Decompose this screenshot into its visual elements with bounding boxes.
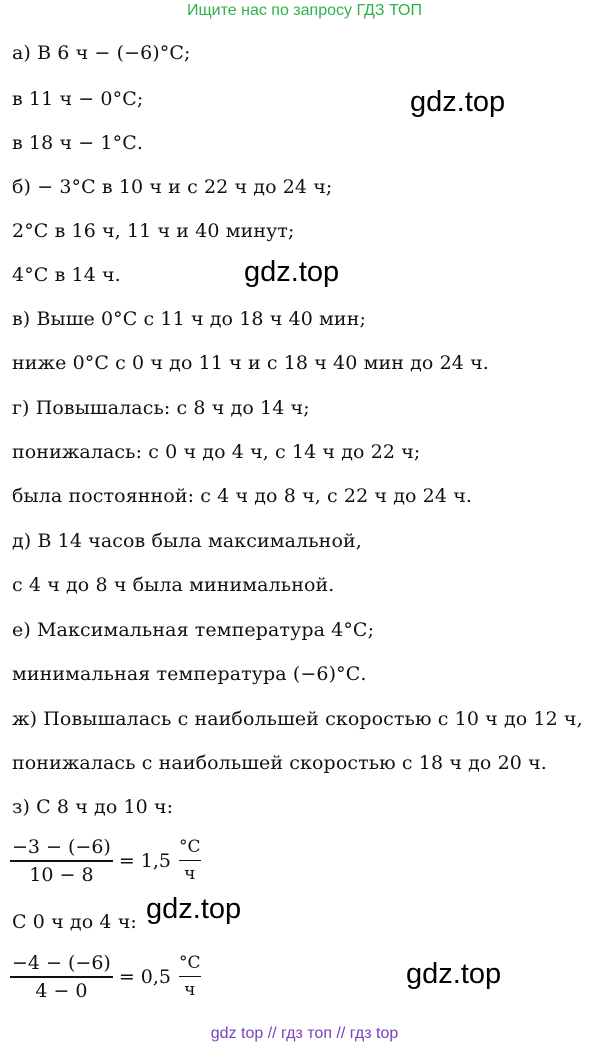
equals-sign: = xyxy=(118,965,135,988)
answer-line: в 18 ч − 1°С. xyxy=(12,132,143,154)
answer-line: в) Выше 0°С с 11 ч до 18 ч 40 мин; xyxy=(12,308,366,330)
answer-line: в 11 ч − 0°С; xyxy=(12,88,144,110)
formula-result: 1,5 xyxy=(140,849,171,872)
answer-line: понижалась с наибольшей скоростью с 18 ч до 20 ч. xyxy=(12,752,547,774)
fraction-numerator: −3 − (−6) xyxy=(12,836,111,858)
unit-bar xyxy=(179,976,201,977)
answer-line: б) − 3°С в 10 ч и с 22 ч до 24 ч; xyxy=(12,176,333,198)
fraction xyxy=(10,836,113,886)
fraction-numerator: −4 − (−6) xyxy=(12,952,111,974)
answer-line: с 4 ч до 8 ч была минимальной. xyxy=(12,574,335,596)
fraction-denominator: 10 − 8 xyxy=(29,863,94,886)
unit-top: °С xyxy=(178,953,201,974)
answer-line: а) В 6 ч − (−6)°С; xyxy=(12,42,191,64)
answer-line: г) Повышалась: с 8 ч до 14 ч; xyxy=(12,397,310,419)
unit-top: °С xyxy=(178,837,201,858)
watermark: gdz.top xyxy=(146,893,242,925)
answer-line: понижалась: с 0 ч до 4 ч, с 14 ч до 22 ч; xyxy=(12,441,421,463)
answer-line: С 0 ч до 4 ч: xyxy=(12,911,137,933)
answer-line: 4°С в 14 ч. xyxy=(12,264,121,286)
formula-result: 0,5 xyxy=(140,965,171,988)
unit-bottom: ч xyxy=(184,980,196,1001)
unit-fraction xyxy=(179,837,201,884)
answer-line: е) Максимальная температура 4°С; xyxy=(12,619,375,641)
unit-fraction xyxy=(179,953,201,1000)
answer-line: ж) Повышалась с наибольшей скоростью с 10 ч до 12 ч, xyxy=(12,708,583,730)
rate-formula-1 xyxy=(10,836,201,886)
watermark: gdz.top xyxy=(244,256,340,288)
fraction xyxy=(10,952,113,1002)
watermark: gdz.top xyxy=(410,86,506,118)
answer-line: з) С 8 ч до 10 ч: xyxy=(12,796,174,818)
equals-sign: = xyxy=(118,849,135,872)
unit-bar xyxy=(179,860,201,861)
watermark: gdz.top xyxy=(406,958,502,990)
answer-line: минимальная температура (−6)°С. xyxy=(12,663,367,685)
unit-bottom: ч xyxy=(184,864,196,885)
footer-links: gdz top // гдз топ // гдз top xyxy=(210,1025,399,1042)
answer-line: ниже 0°С с 0 ч до 11 ч и с 18 ч 40 мин до 24 ч. xyxy=(12,352,489,374)
search-banner: Ищите нас по запросу ГДЗ ТОП xyxy=(187,2,422,19)
rate-formula-2 xyxy=(10,952,201,1002)
answer-line: была постоянной: с 4 ч до 8 ч, с 22 ч до 24 ч. xyxy=(12,485,472,507)
fraction-denominator: 4 − 0 xyxy=(35,979,88,1002)
answer-line: д) В 14 часов была максимальной, xyxy=(12,530,362,552)
answer-line: 2°С в 16 ч, 11 ч и 40 минут; xyxy=(12,220,295,242)
